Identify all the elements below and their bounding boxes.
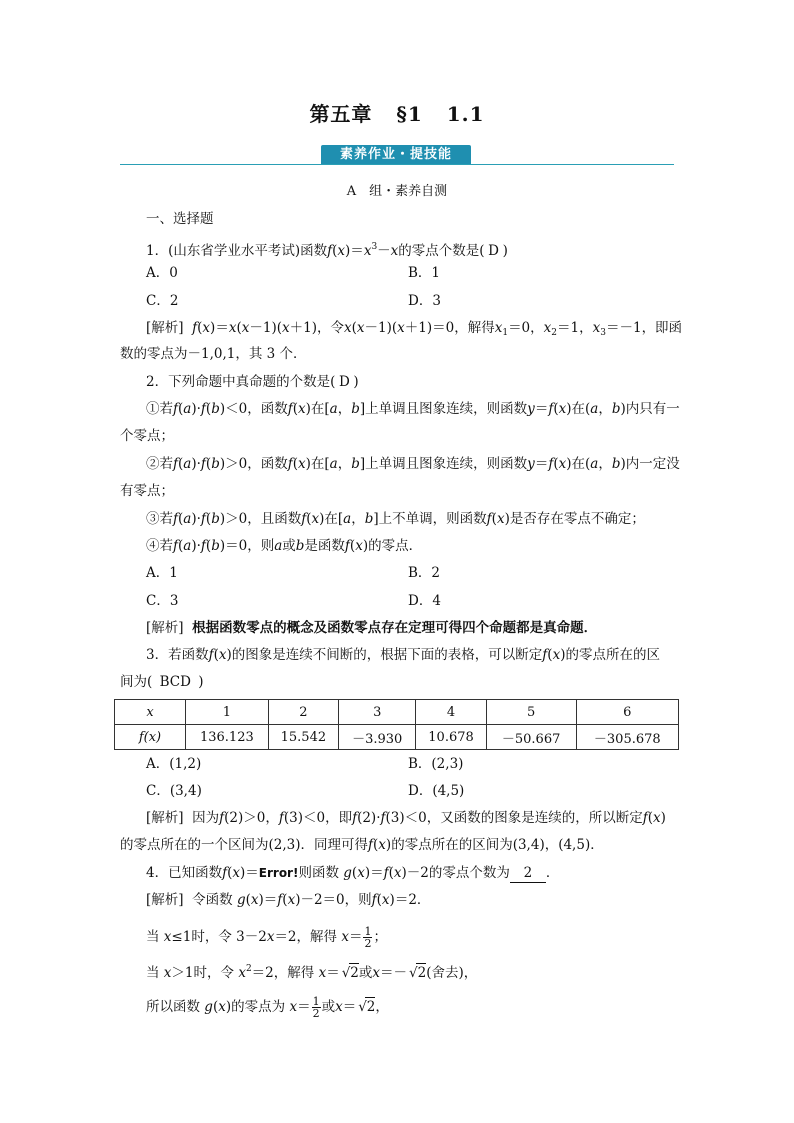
table-header-cell: 6 <box>576 700 678 725</box>
answer: BCD <box>159 674 191 690</box>
question-1-analysis-line2: 数的零点为－1,0,1，其 3 个． <box>120 346 307 362</box>
option-b: B．1 <box>408 265 441 281</box>
option-a: A．0 <box>146 265 178 281</box>
question-2-analysis: [解析] 根据函数零点的概念及函数零点存在定理可得四个命题都是真命题． <box>146 620 598 636</box>
table-header-cell: 5 <box>486 700 576 725</box>
subsection-label: 1.1 <box>446 102 485 126</box>
option-b: B．(2,3) <box>408 756 464 772</box>
chapter-label: 第五章 <box>309 102 373 126</box>
table-header-cell: 1 <box>186 700 269 725</box>
question-3-analysis: [解析] 因为f(2)＞0，f(3)＜0，即f(2)·f(3)＜0，又函数的图象是连续的，所以断定f(x) <box>146 810 666 826</box>
option-d: D．3 <box>408 293 441 309</box>
values-table <box>114 699 679 750</box>
table-row <box>115 725 679 750</box>
statement-1-line2: 个零点； <box>120 428 174 444</box>
option-c: C．(3,4) <box>146 783 202 799</box>
statement-2: ②若f(a)·f(b)＞0，函数f(x)在[a，b]上单调且图象连续，则函数y＝f(x)在(a，b)内一定没 <box>146 456 680 472</box>
fraction-one-half: $\frac{1}{2}$ <box>312 995 320 1020</box>
sqrt-two: √ 2 <box>416 963 426 982</box>
option-c: C．3 <box>146 593 179 609</box>
case-1: 当 x≤1时，令 3－2x＝2，解得 x＝ $\frac{1}{2}$ ； <box>146 925 387 950</box>
option-b: B．2 <box>408 565 441 581</box>
case-2: 当 x＞1时，令 $x^2=2$，解得 x＝√ 2或x＝－√ 2(舍去)， <box>146 960 477 982</box>
answer: D <box>338 374 350 390</box>
group-title: A 组・素养自测 <box>346 184 448 199</box>
table-cell: －3.930 <box>339 725 416 750</box>
question-3-stem-line2: 间为( BCD ) <box>120 674 204 690</box>
error-text: Error! <box>258 866 299 880</box>
question-1-analysis: [解析] f(x)＝x(x－1)(x＋1)，令x(x－1)(x＋1)＝0，解得$x_1=0$，$x_2=1$，$x_3=-1$，即函 <box>146 320 683 338</box>
table-cell: 136.123 <box>186 725 269 750</box>
option-a: A．1 <box>146 565 178 581</box>
statement-3: ③若f(a)·f(b)＞0，且函数f(x)在[a，b]上不单调，则函数f(x)是否存在零点不确定； <box>146 511 645 527</box>
answer: D <box>488 243 499 259</box>
table-header-cell: x <box>115 700 186 725</box>
answer-blank: 2 <box>510 864 546 883</box>
table-cell: －305.678 <box>576 725 678 750</box>
fraction-one-half: $\frac{1}{2}$ <box>364 925 372 950</box>
question-4-analysis: [解析] 令函数 g(x)＝f(x)－2＝0，则f(x)＝2． <box>146 892 431 908</box>
section-badge: 素养作业・提技能 <box>321 145 471 164</box>
option-c: C．2 <box>146 293 179 309</box>
option-d: D．4 <box>408 593 441 609</box>
section-label: §1 <box>396 102 423 126</box>
conclusion: 所以函数 g(x)的零点为 x＝ $\frac{1}{2}$ 或x＝√ 2， <box>146 996 389 1019</box>
table-header-cell: 2 <box>268 700 338 725</box>
page-title <box>0 98 794 127</box>
analysis-label: [解析] <box>146 620 184 636</box>
table-cell: 15.542 <box>268 725 338 750</box>
part-title: 一、选择题 <box>146 211 214 227</box>
sqrt-two: √ 2 <box>349 963 359 982</box>
question-3-stem: 3．若函数f(x)的图象是连续不间断的，根据下面的表格，可以断定f(x)的零点所在的区 <box>146 647 660 663</box>
table-row <box>115 700 679 725</box>
analysis-label: [解析] <box>146 320 184 336</box>
header-divider <box>120 164 674 165</box>
sqrt-two: √ 2 <box>365 997 375 1016</box>
statement-4: ④若f(a)·f(b)＝0，则a或b是函数f(x)的零点． <box>146 538 423 554</box>
table-cell: －50.667 <box>486 725 576 750</box>
question-4-stem: 4．已知函数f(x)＝Error!则函数 g(x)＝f(x)－2的零点个数为 2 ． <box>146 865 560 881</box>
question-2-stem: 2．下列命题中真命题的个数是( D ) <box>146 374 359 390</box>
table-header-cell: 3 <box>339 700 416 725</box>
option-a: A．(1,2) <box>146 756 202 772</box>
table-cell: f(x) <box>115 725 186 750</box>
question-1-stem: 1．(山东省学业水平考试)函数$f(x)=x^3-x$的零点个数是( D ) <box>146 242 508 259</box>
statement-2-line2: 有零点； <box>120 483 174 499</box>
table-cell: 10.678 <box>416 725 486 750</box>
table-header-cell: 4 <box>416 700 486 725</box>
statement-1: ①若f(a)·f(b)＜0，函数f(x)在[a，b]上单调且图象连续，则函数y＝f(x)在(a，b)内只有一 <box>146 401 680 417</box>
question-3-analysis-line2: 的零点所在的一个区间为(2,3)．同理可得f(x)的零点所在的区间为(3,4)，(4,5)． <box>120 837 604 853</box>
analysis-label: [解析] <box>146 810 184 826</box>
option-d: D．(4,5) <box>408 783 465 799</box>
analysis-label: [解析] <box>146 892 184 908</box>
